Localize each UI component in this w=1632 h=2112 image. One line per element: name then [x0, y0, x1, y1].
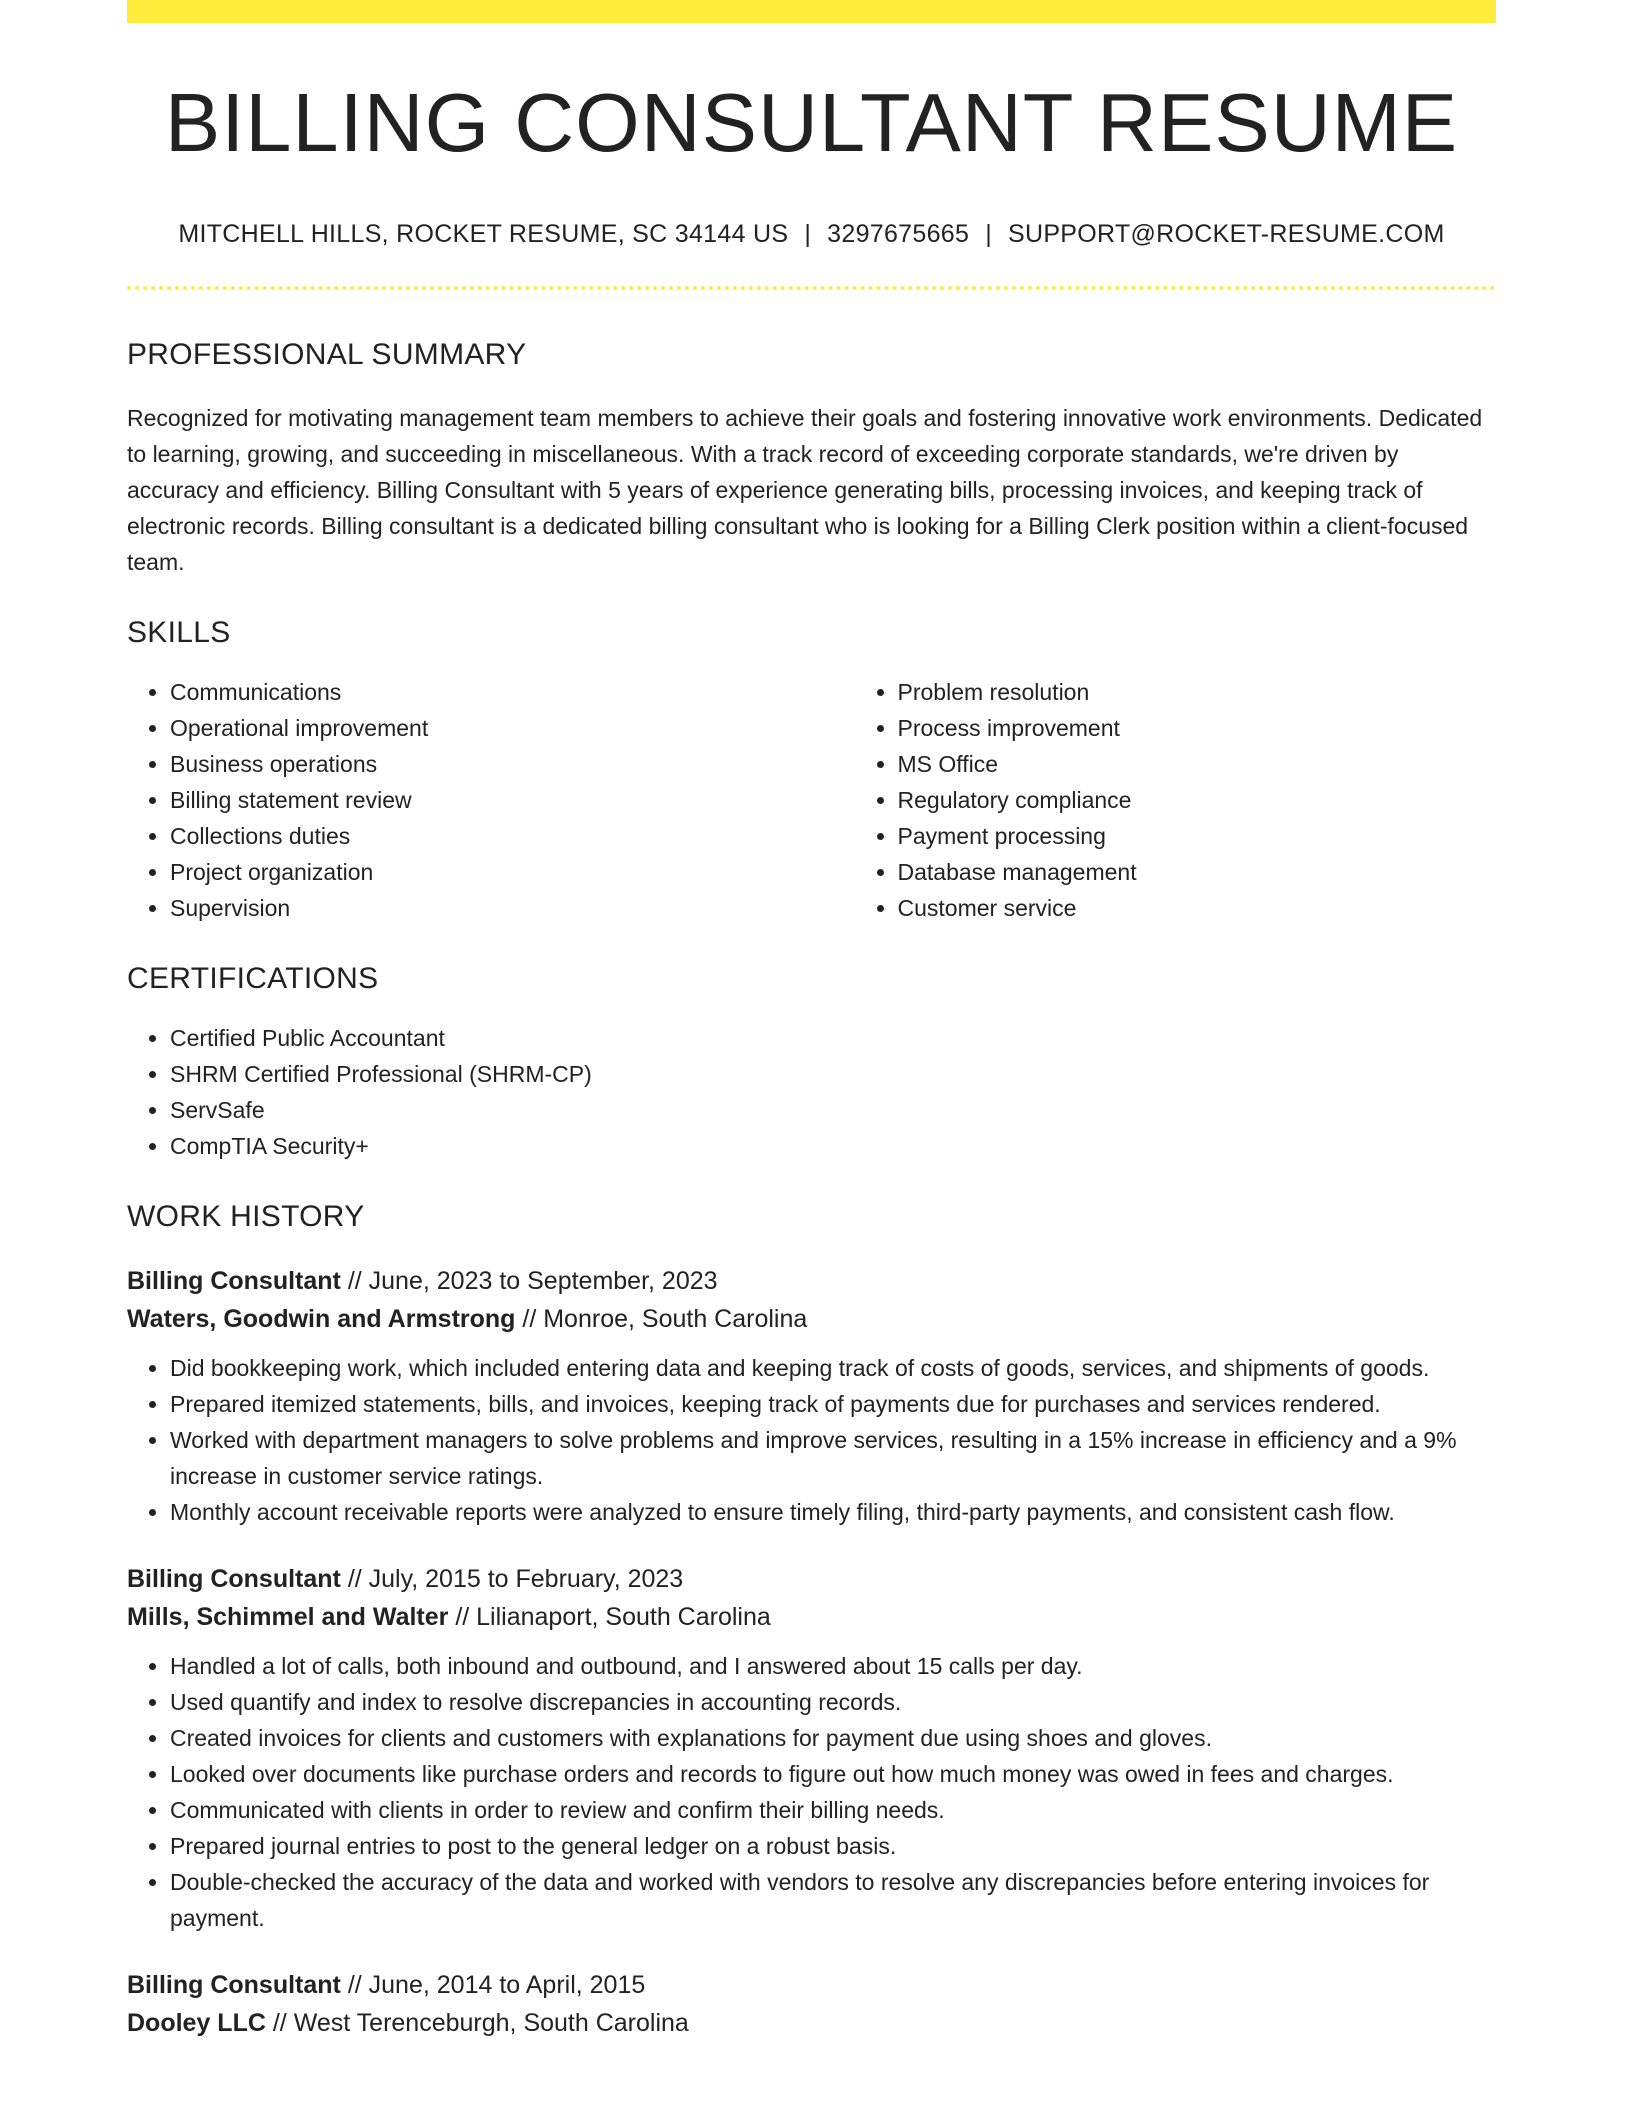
- job-duties-list: [127, 1648, 1496, 1936]
- contact-email: SUPPORT@ROCKET-RESUME.COM: [1008, 220, 1445, 248]
- job-company-line: [127, 1598, 1496, 1636]
- job-entry: [127, 1560, 1496, 1936]
- certifications-heading: CERTIFICATIONS: [127, 962, 379, 995]
- skill-item: • Database management: [898, 854, 1583, 890]
- accent-top-bar: [127, 0, 1496, 23]
- job-duty-item: • Double-checked the accuracy of the data and worked with vendors to resolve any discrepancies before entering invoices for payment.: [170, 1864, 1496, 1936]
- job-duty-item: • Did bookkeeping work, which included entering data and keeping track of costs of goods, services, and shipments of goods.: [170, 1350, 1496, 1386]
- job-title: Billing Consultant: [127, 1565, 341, 1593]
- job-duties-list: [127, 1350, 1496, 1530]
- dotted-divider: [127, 286, 1496, 290]
- skill-item: • Communications: [170, 674, 855, 710]
- job-location: // West Terenceburgh, South Carolina: [265, 2009, 689, 2037]
- job-duty-item: • Looked over documents like purchase orders and records to figure out how much money was owed in fees and charges.: [170, 1756, 1496, 1792]
- contact-separator: |: [985, 220, 992, 248]
- skills-heading: SKILLS: [127, 616, 231, 649]
- skill-item: • Process improvement: [898, 710, 1583, 746]
- job-company: Waters, Goodwin and Armstrong: [127, 1305, 516, 1333]
- summary-heading: PROFESSIONAL SUMMARY: [127, 338, 527, 371]
- skill-item: • Collections duties: [170, 818, 855, 854]
- skill-item: • Regulatory compliance: [898, 782, 1583, 818]
- job-title-line: [127, 1262, 1496, 1300]
- job-duty-item: • Communicated with clients in order to review and confirm their billing needs.: [170, 1792, 1496, 1828]
- resume-page: [127, 0, 1496, 2042]
- job-title: Billing Consultant: [127, 1267, 341, 1295]
- skill-item: • Business operations: [170, 746, 855, 782]
- job-duty-item: • Prepared itemized statements, bills, and invoices, keeping track of payments due for purchases and services rendered.: [170, 1386, 1496, 1422]
- skills-list-right: [855, 674, 1583, 926]
- skill-item: • Project organization: [170, 854, 855, 890]
- skill-item: • Billing statement review: [170, 782, 855, 818]
- job-title: Billing Consultant: [127, 1971, 341, 1999]
- job-duty-item: • Worked with department managers to solve problems and improve services, resulting in a 15% increase in efficiency and a 9% increase in customer service ratings.: [170, 1422, 1496, 1494]
- job-duty-item: • Prepared journal entries to post to the general ledger on a robust basis.: [170, 1828, 1496, 1864]
- skill-item: • MS Office: [898, 746, 1583, 782]
- job-title-line: [127, 1560, 1496, 1598]
- skill-item: • Supervision: [170, 890, 855, 926]
- work-history-list: [127, 1262, 1496, 2042]
- certification-item: • SHRM Certified Professional (SHRM-CP): [170, 1056, 1496, 1092]
- job-company-line: [127, 2004, 1496, 2042]
- job-company: Dooley LLC: [127, 2009, 266, 2037]
- certification-item: • Certified Public Accountant: [170, 1020, 1496, 1056]
- skills-list-left: [127, 674, 855, 926]
- summary-text: Recognized for motivating management team members to achieve their goals and fostering innovative work environments. Dedicated to learning, growing, and succeeding in miscellaneous. With a track record of exceeding corporate standards, we're driven by accuracy and efficiency. Billing Consultant with 5 years of experience generating bills, processing invoices, and keeping track of electronic records. Billing consultant is a dedicated billing consultant who is looking for a Billing Clerk position within a client-focused team.: [127, 405, 1483, 575]
- job-dates: // July, 2015 to February, 2023: [340, 1565, 684, 1593]
- job-dates: // June, 2014 to April, 2015: [340, 1971, 646, 1999]
- job-duty-item: • Handled a lot of calls, both inbound and outbound, and I answered about 15 calls per day.: [170, 1648, 1496, 1684]
- job-location: // Lilianaport, South Carolina: [448, 1603, 771, 1631]
- job-entry: [127, 1966, 1496, 2042]
- resume-title: BILLING CONSULTANT RESUME: [164, 76, 1459, 169]
- job-duty-item: • Used quantify and index to resolve discrepancies in accounting records.: [170, 1684, 1496, 1720]
- contact-address: MITCHELL HILLS, ROCKET RESUME, SC 34144 US: [178, 220, 789, 248]
- job-duty-item: • Created invoices for clients and customers with explanations for payment due using shoes and gloves.: [170, 1720, 1496, 1756]
- skill-item: • Problem resolution: [898, 674, 1583, 710]
- job-location: // Monroe, South Carolina: [515, 1305, 808, 1333]
- skill-item: • Customer service: [898, 890, 1583, 926]
- work-history-heading: WORK HISTORY: [127, 1200, 365, 1233]
- skills-columns: [127, 674, 1496, 926]
- contact-line: [127, 222, 1496, 247]
- certifications-list: [127, 1020, 1496, 1164]
- contact-phone: 3297675665: [827, 220, 970, 248]
- contact-separator: |: [804, 220, 812, 248]
- job-dates: // June, 2023 to September, 2023: [340, 1267, 718, 1295]
- job-entry: [127, 1262, 1496, 1530]
- job-company-line: [127, 1300, 1496, 1338]
- certification-item: • CompTIA Security+: [170, 1128, 1496, 1164]
- job-title-line: [127, 1966, 1496, 2004]
- job-company: Mills, Schimmel and Walter: [127, 1603, 449, 1631]
- skill-item: • Payment processing: [898, 818, 1583, 854]
- skill-item: • Operational improvement: [170, 710, 855, 746]
- job-duty-item: • Monthly account receivable reports were analyzed to ensure timely filing, third-party payments, and consistent cash flow.: [170, 1494, 1496, 1530]
- certification-item: • ServSafe: [170, 1092, 1496, 1128]
